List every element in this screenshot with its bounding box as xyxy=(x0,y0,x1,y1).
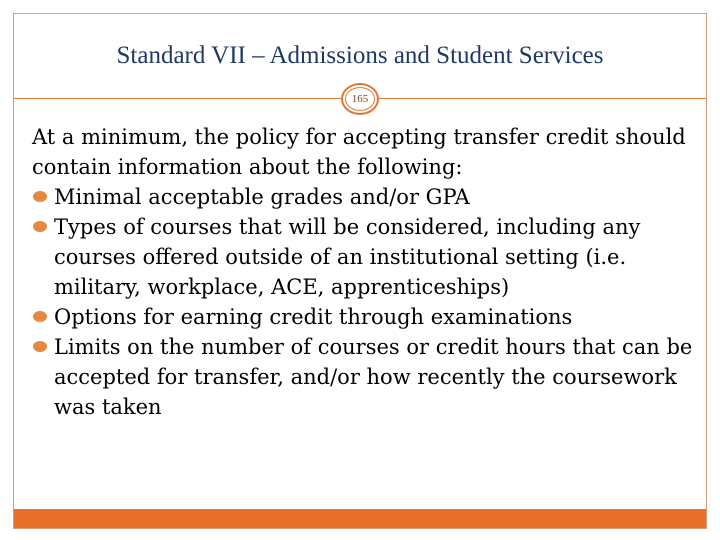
bullet-item xyxy=(32,212,702,302)
slide-body xyxy=(32,122,702,422)
bullet-dot-icon xyxy=(33,221,47,232)
bullet-text: Limits on the number of courses or credit hours that can be accepted for transfer, and/or how recently the coursework was taken xyxy=(54,335,693,419)
bullet-item xyxy=(32,182,702,212)
bullet-dot-icon xyxy=(33,341,47,352)
footer-accent-bar xyxy=(14,509,706,528)
slide-title: Standard VII – Admissions and Student Services xyxy=(116,42,604,69)
page-number-badge xyxy=(341,83,379,115)
bullet-item xyxy=(32,302,702,332)
bullet-list xyxy=(32,182,702,422)
bullet-text: Types of courses that will be considered, including any courses offered outside of an institutional setting (i.e. military, workplace, ACE, apprenticeships) xyxy=(54,215,641,299)
page-number: 165 xyxy=(345,87,375,111)
bullet-dot-icon xyxy=(33,191,47,202)
bullet-dot-icon xyxy=(33,311,47,322)
intro-text: At a minimum, the policy for accepting transfer credit should contain information about the following: xyxy=(32,125,686,179)
bullet-text: Minimal acceptable grades and/or GPA xyxy=(54,185,470,209)
bullet-text: Options for earning credit through examinations xyxy=(54,305,573,329)
bullet-item xyxy=(32,332,702,422)
